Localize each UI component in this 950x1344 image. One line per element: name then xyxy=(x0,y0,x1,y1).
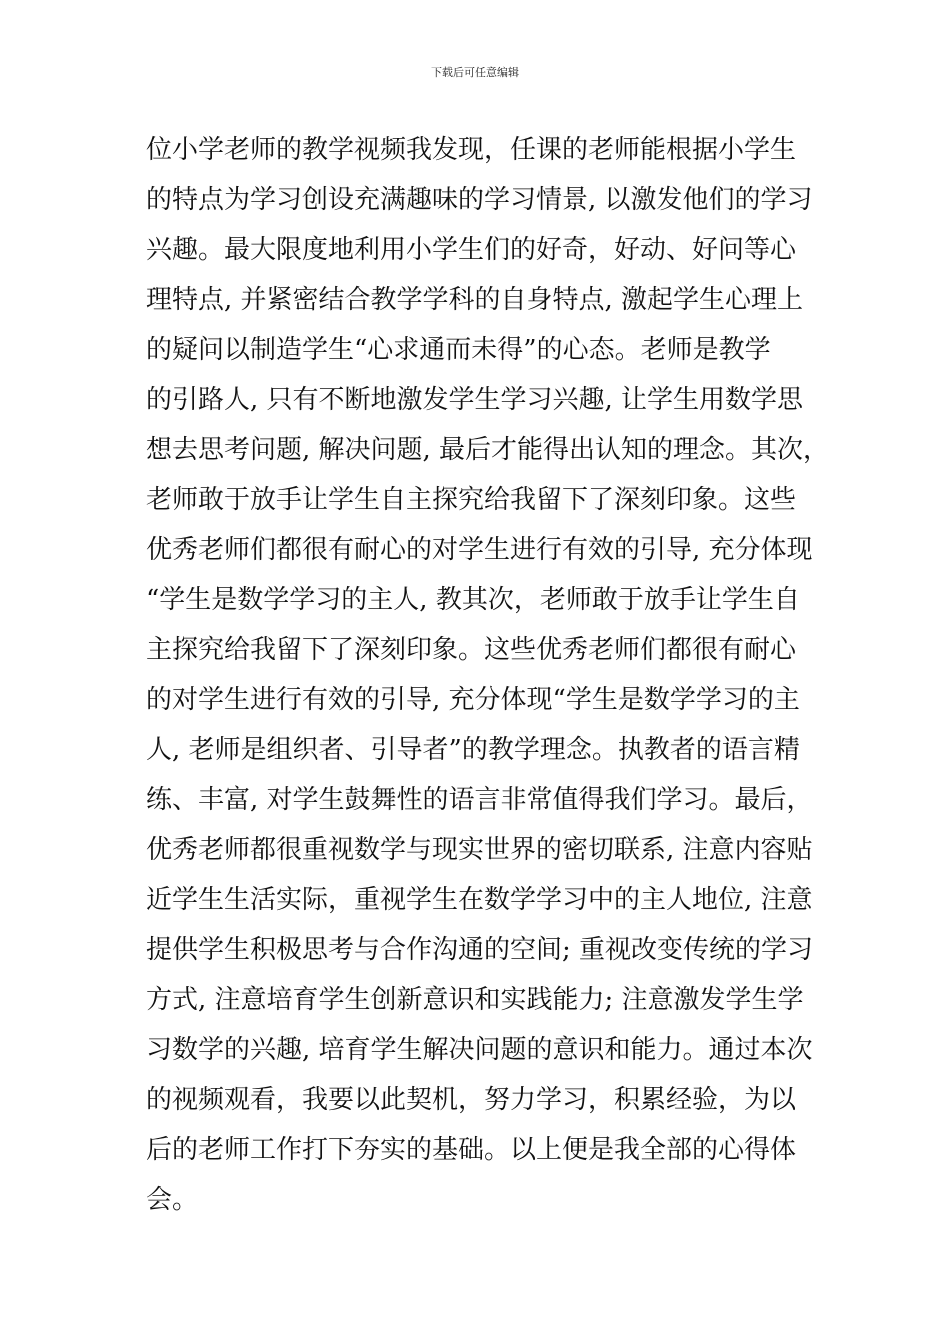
page-header: 下载后可任意编辑 xyxy=(431,66,519,79)
text-line: 人, 老师是组织者、引导者”的教学理念。执教者的语言精 xyxy=(146,735,800,765)
text-line: 的引路人, 只有不断地激发学生学习兴趣, 让学生用数学思 xyxy=(146,385,804,415)
document-body xyxy=(146,125,830,1225)
text-line: 的特点为学习创设充满趣味的学习情景, 以激发他们的学习 xyxy=(146,185,813,215)
text-line: 位小学老师的教学视频我发现，任课的老师能根据小学生 xyxy=(146,135,797,165)
text-line: 的视频观看，我要以此契机，努力学习，积累经验，为以 xyxy=(146,1085,797,1115)
text-line: 的疑问以制造学生“心求通而未得”的心态。老师是教学 xyxy=(146,335,771,365)
text-line: 优秀老师们都很有耐心的对学生进行有效的引导, 充分体现 xyxy=(146,535,813,565)
text-line: 方式, 注意培育学生创新意识和实践能力; 注意激发学生学 xyxy=(146,985,804,1015)
text-line: 近学生生活实际，重视学生在数学学习中的主人地位, 注意 xyxy=(146,885,813,915)
text-line: 后的老师工作打下夯实的基础。以上便是我全部的心得体 xyxy=(146,1135,797,1165)
text-line: 优秀老师都很重视数学与现实世界的密切联系, 注意内容贴 xyxy=(146,835,813,865)
text-line: “学生是数学学习的主人, 教其次，老师敢于放手让学生自 xyxy=(146,585,800,615)
text-line: 的对学生进行有效的引导, 充分体现“学生是数学学习的主 xyxy=(146,685,800,715)
text-line: 老师敢于放手让学生自主探究给我留下了深刻印象。这些 xyxy=(146,485,797,515)
text-line: 想去思考问题, 解决问题, 最后才能得出认知的理念。其次， xyxy=(146,435,830,465)
text-line: 兴趣。最大限度地利用小学生们的好奇，好动、好问等心 xyxy=(146,235,797,265)
text-line: 理特点, 并紧密结合教学学科的自身特点, 激起学生心理上 xyxy=(146,285,804,315)
text-line: 会。 xyxy=(146,1185,199,1215)
text-line: 提供学生积极思考与合作沟通的空间; 重视改变传统的学习 xyxy=(146,935,814,965)
text-line: 主探究给我留下了深刻印象。这些优秀老师们都很有耐心 xyxy=(146,635,797,665)
text-line: 习数学的兴趣, 培育学生解决问题的意识和能力。通过本次 xyxy=(146,1035,813,1065)
text-line: 练、丰富, 对学生鼓舞性的语言非常值得我们学习。最后， xyxy=(146,785,813,815)
